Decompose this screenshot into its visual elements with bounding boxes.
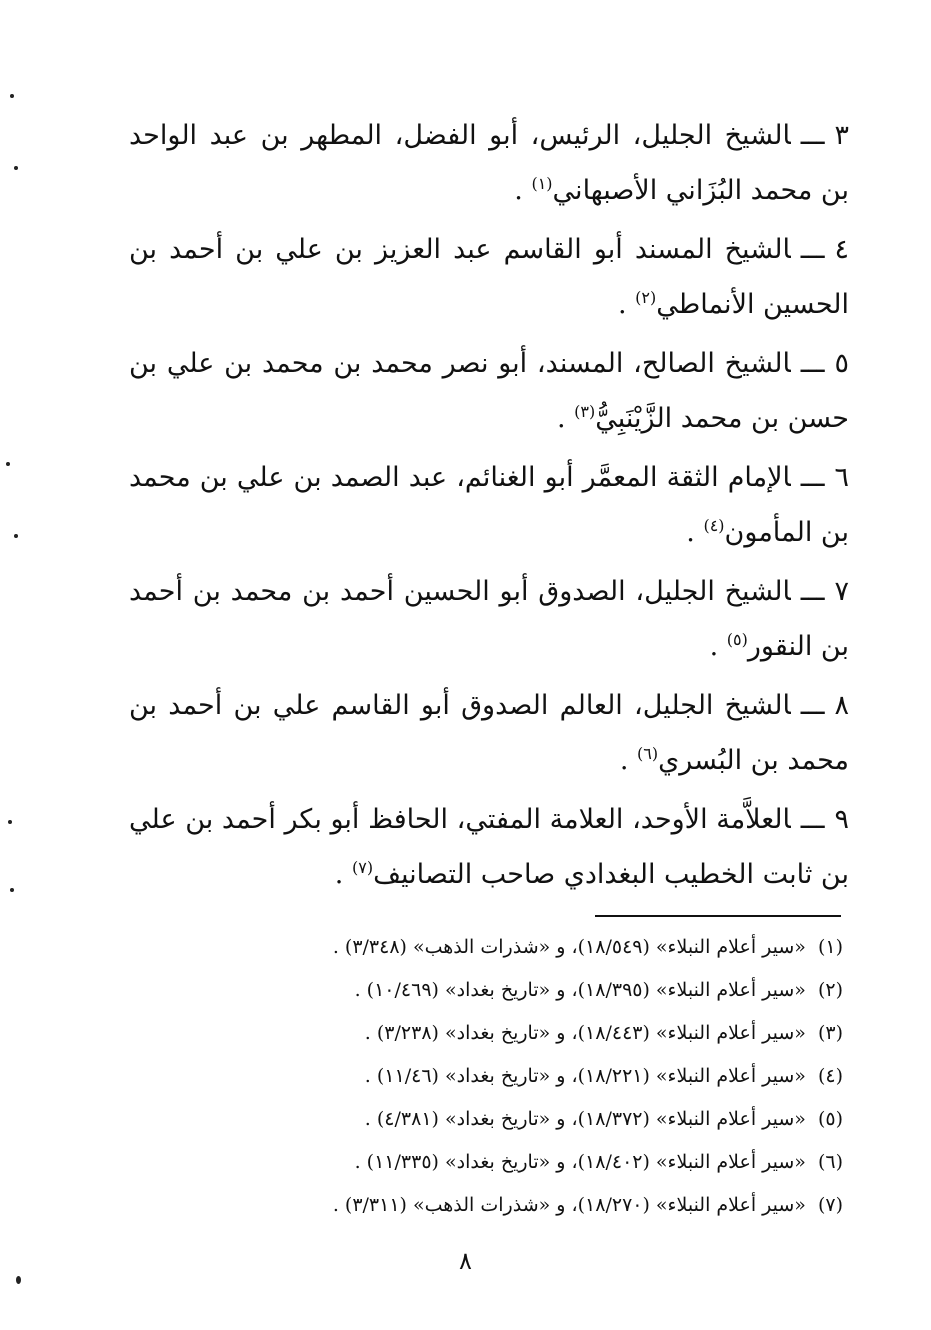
entry-text: الشيخ الصالح، المسند، أبو نصر محمد بن محمد بن علي بن حسن بن محمد الزَّيْنَبِيُّ <box>129 348 849 434</box>
footnote-ref[interactable]: (٤) <box>703 516 725 535</box>
page-number: ٨ <box>459 1247 472 1275</box>
entry-dash: ـــ <box>800 348 825 379</box>
list-item <box>129 336 849 446</box>
footnote-line <box>223 969 843 1012</box>
entry-end: . <box>709 631 727 662</box>
footnote-line <box>223 1184 843 1227</box>
entry-number: ٨ <box>834 690 849 721</box>
footnote-mark: (٧) <box>817 1194 843 1216</box>
footnote-line <box>223 1141 843 1184</box>
footnote-mark: (٢) <box>817 979 843 1001</box>
footnote-mark: (٣) <box>817 1022 843 1044</box>
footnotes-section <box>223 926 843 1227</box>
narrators-list <box>129 108 849 906</box>
scan-speck <box>8 820 12 824</box>
footnote-ref[interactable]: (٦) <box>637 744 659 763</box>
footnote-text: «سير أعلام النبلاء» (١٨/٢٢١)، و «تاريخ بغداد» (١١/٤٦) . <box>364 1065 806 1087</box>
list-item <box>129 108 849 218</box>
footnote-line <box>223 926 843 969</box>
entry-end: . <box>619 745 637 776</box>
entry-text: الشيخ المسند أبو القاسم عبد العزيز بن علي بن أحمد بن الحسين الأنماطي <box>129 234 849 320</box>
entry-dash: ـــ <box>800 462 825 493</box>
footnote-ref[interactable]: (٢) <box>635 288 657 307</box>
scan-speck <box>16 1276 21 1284</box>
footnote-line <box>223 1098 843 1141</box>
entry-number: ٩ <box>834 804 849 835</box>
footnote-line <box>223 1055 843 1098</box>
scan-speck <box>14 166 18 170</box>
scan-speck <box>6 462 10 466</box>
entry-text: الشيخ الجليل، الرئيس، أبو الفضل، المطهر بن عبد الواحد بن محمد البُزَاني الأصبهاني <box>129 120 849 206</box>
scan-speck <box>10 94 14 98</box>
entry-text: الشيخ الجليل، الصدوق أبو الحسين أحمد بن محمد بن أحمد بن النقور <box>129 576 849 662</box>
list-item <box>129 792 849 902</box>
entry-end: . <box>686 517 704 548</box>
list-item <box>129 564 849 674</box>
scan-speck <box>10 888 14 892</box>
entry-number: ٥ <box>834 348 849 379</box>
entry-dash: ـــ <box>800 576 825 607</box>
entry-dash: ـــ <box>800 690 825 721</box>
entry-dash: ـــ <box>800 804 825 835</box>
list-item <box>129 222 849 332</box>
footnote-mark: (٥) <box>817 1108 843 1130</box>
footnote-ref[interactable]: (٧) <box>351 858 374 877</box>
footnote-mark: (١) <box>817 936 843 958</box>
entry-dash: ـــ <box>800 234 825 265</box>
entry-end: . <box>334 859 352 890</box>
footnote-divider <box>595 915 841 917</box>
entry-end: . <box>617 289 636 320</box>
entry-dash: ـــ <box>800 120 825 151</box>
footnote-text: «سير أعلام النبلاء» (١٨/٣٩٥)، و «تاريخ بغداد» (١٠/٤٦٩) . <box>354 979 806 1001</box>
entry-end: . <box>556 403 575 434</box>
scan-speck <box>14 534 18 538</box>
footnote-text: «سير أعلام النبلاء» (١٨/٢٧٠)، و «شذرات الذهب» (٣/٣١١) . <box>332 1194 806 1216</box>
footnote-text: «سير أعلام النبلاء» (١٨/٣٧٢)، و «تاريخ بغداد» (٤/٣٨١) . <box>364 1108 806 1130</box>
list-item <box>129 678 849 788</box>
footnote-text: «سير أعلام النبلاء» (١٨/٤٠٢)، و «تاريخ بغداد» (١١/٣٣٥) . <box>354 1151 806 1173</box>
footnote-mark: (٦) <box>817 1151 843 1173</box>
entry-number: ٦ <box>834 462 849 493</box>
footnote-ref[interactable]: (١) <box>531 174 553 193</box>
entry-number: ٤ <box>834 234 849 265</box>
footnote-ref[interactable]: (٥) <box>726 630 748 649</box>
footnote-text: «سير أعلام النبلاء» (١٨/٤٤٣)، و «تاريخ بغداد» (٣/٢٣٨) . <box>364 1022 806 1044</box>
footnote-text: «سير أعلام النبلاء» (١٨/٥٤٩)، و «شذرات الذهب» (٣/٣٤٨) . <box>332 936 806 958</box>
footnote-mark: (٤) <box>817 1065 843 1087</box>
entry-end: . <box>514 175 532 206</box>
entry-number: ٧ <box>834 576 849 607</box>
list-item <box>129 450 849 560</box>
footnote-line <box>223 1012 843 1055</box>
entry-number: ٣ <box>834 120 849 151</box>
entry-text: العلاَّمة الأوحد، العلامة المفتي، الحافظ أبو بكر أحمد بن علي بن ثابت الخطيب البغدادي صاحب التصانيف <box>129 804 849 890</box>
entry-text: الشيخ الجليل، العالم الصدوق أبو القاسم علي بن أحمد بن محمد بن البُسري <box>129 690 849 776</box>
footnote-ref[interactable]: (٣) <box>574 402 596 421</box>
entry-text: الإمام الثقة المعمَّر أبو الغنائم، عبد الصمد بن علي بن محمد بن المأمون <box>129 462 849 548</box>
